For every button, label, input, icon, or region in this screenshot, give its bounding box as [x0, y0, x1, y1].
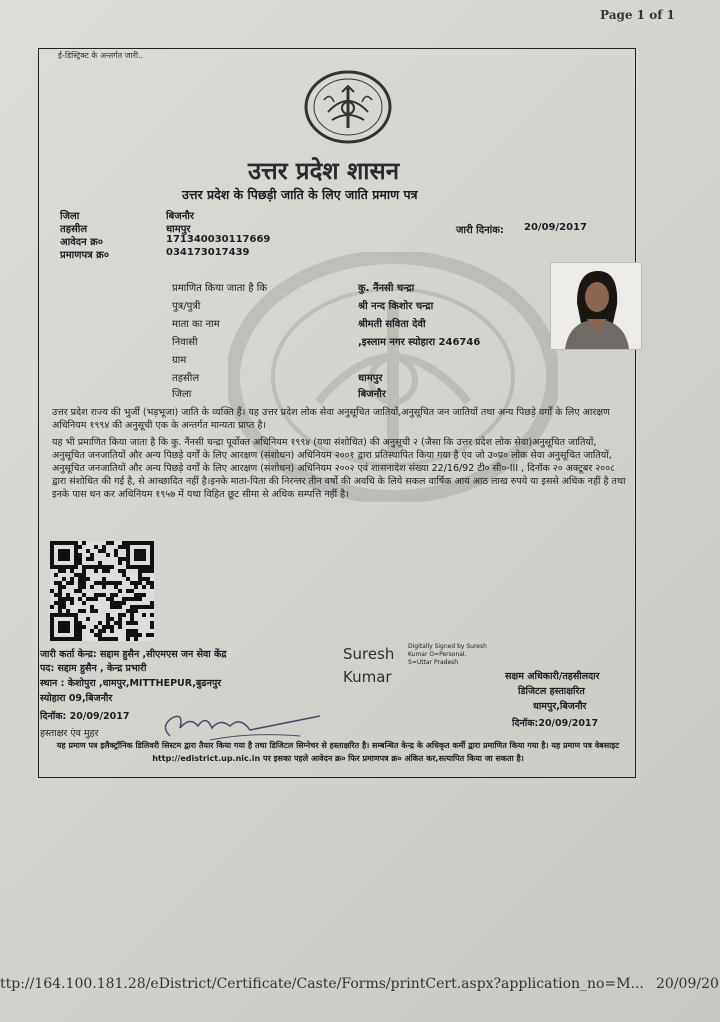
print-url: ttp://164.100.181.28/eDistrict/Certificate/Caste/Forms/printCert.aspx?application_no=M... — [0, 976, 644, 992]
issuer-date: दिनॉक: 20/09/2017 — [40, 711, 130, 722]
qr-code-icon — [50, 541, 154, 641]
application-no-value: 171340030117669 — [166, 234, 271, 245]
father-name: श्री नन्द किशोर चन्द्रा — [358, 301, 434, 312]
tehsil-label: तहसील — [60, 224, 88, 235]
competent-officer: सक्षम अधिकारी/तहसीलदार — [505, 671, 600, 682]
resident-label: निवासी — [172, 337, 198, 348]
print-date: 20/09/20 — [656, 976, 719, 992]
caste-paragraph: उत्तर प्रदेश राज्य की भुर्जी (भड़भूजा) जाति के व्यक्ति हैं। यह उत्तर प्रदेश लोक सेवा अनुसूचित जातियों,अनुसूचित जन जातियों तथा अन्य पिछड़े वर्गों के लिए आरक्षण अधिनियम १९९४ की अनुसूची एक के अन्तर्गत मान्यता प्राप्त है। — [52, 407, 610, 431]
issuer-place: स्थान : केशोपुरा ,धामपुर,MITTHEPUR,बुढनपुर — [40, 678, 222, 689]
tehsil-value: धामपुर — [166, 224, 191, 235]
person-tehsil-value: धामपुर — [358, 373, 383, 384]
header-note: ई-डिस्ट्रिक्ट के अन्तर्गत जारी.. — [58, 51, 144, 60]
digitally-signed-label: डिजिटल हस्ताक्षरित — [518, 686, 585, 697]
person-photo-icon — [551, 263, 641, 349]
issuing-center: जारी कर्ता केन्द्र: सद्दाम हुसैन ,सीएमएस जन सेवा केंद्र — [40, 649, 227, 660]
village-label: ग्राम — [172, 355, 187, 366]
issuer-post: पद: सद्दाम हुसैन , केन्द्र प्रभारी — [40, 663, 147, 674]
issue-date-label: जारी दिनांक: — [456, 225, 504, 236]
digital-signature-meta: Digitally Signed by Suresh Kumar O=Personal, S=Uttar Pradesh — [408, 643, 487, 666]
page-number: Page 1 of 1 — [600, 8, 675, 22]
digital-signer-last-name: Kumar — [343, 668, 392, 686]
son-daughter-of-label: पुत्र/पुत्री — [172, 301, 201, 312]
page-title: उत्तर प्रदेश शासन — [248, 157, 400, 185]
person-district-value: बिजनौर — [358, 389, 386, 400]
resident-value: ,इस्लाम नगर स्योहारा 246746 — [358, 337, 481, 348]
person-tehsil-label: तहसील — [172, 373, 200, 384]
footer-note: यह प्रमाण पत्र इलैक्ट्रॉनिक डिलिवरी सिस्टम द्वारा तैयार किया गया है तथा डिजिटल सिग्नेचर से हस्ताक्षरित है। सम्बन्धित केन्द्र के अधिकृत कर्मी द्वारा प्रमाणित किया गया है। यह प्रमाण पत्र वेबसाइट http://edistrict.up.nic.in पर इसका पहले आवेदन क्र० फिर प्रमाणपत्र क्र० अंकित कर,सत्यापित किया जा सकता है। — [56, 741, 620, 763]
certification-paragraph: यह भी प्रमाणित किया जाता है कि कु. नैंनसी चन्द्रा पूर्वोक्त अधिनियम १९९४ (यथा संशोधित) की अनुसूची २ (जैसा कि उत्तर प्रदेश लोक सेवा)अनुसूचित जातियों, अनुसूचित जनजातियों और अन्य पिछड़े वर्गों के लिए आरक्षण (संशोधन) अधिनियम २००१ द्वारा प्रतिस्थापित किया गया है एंव जो उ०प्र० लोक सेवा अनुसूचित जातियों, अनुसूचित जनजातियों और अन्य पिछड़े वर्गों के लिए आरक्षण (संशोधन) अधिनियम २००२ एवं शासनादेश संख्या 22/16/92 टी० सी०-III , दिनॉक २० अक्टूबर २००८ द्वारा संशोधित की गई है, से आच्छादित नहीं है।इनके माता-पिता की निरन्तर तीन वर्षो की अवधि के लिये सकल वार्षिक आय आठ लाख रुपये या इससे अधिक नहीं है तथा इनके पास धन कर अधिनियम १९५७ में यथा विहित छूट सीमा से अधिक सम्पत्ति नहीं है। — [52, 437, 626, 500]
officer-location: धामपुर,बिजनौर — [533, 701, 587, 712]
signature-seal-label: हस्ताक्षर एंव मुहर — [40, 728, 99, 739]
mother-name-label: माता का नाम — [172, 319, 220, 330]
application-no-label: आवेदन क्र० — [60, 237, 104, 248]
state-emblem-icon — [304, 70, 392, 144]
district-value: बिजनौर — [166, 211, 194, 222]
digital-signer-first-name: Suresh — [343, 645, 395, 663]
certificate-no-label: प्रमाणपत्र क्र० — [60, 250, 110, 261]
officer-date: दिनॉक:20/09/2017 — [512, 718, 599, 729]
applicant-name: कु. नैंनसी चन्द्रा — [358, 283, 415, 294]
applicant-photo — [550, 262, 642, 350]
certificate-subtitle: उत्तर प्रदेश के पिछड़ी जाति के लिए जाति प्रमाण पत्र — [182, 187, 418, 202]
district-label: जिला — [60, 211, 80, 222]
issuer-place-line2: स्योहारा 09,बिजनौर — [40, 693, 113, 704]
person-district-label: जिला — [172, 389, 192, 400]
certified-label: प्रमाणित किया जाता है कि — [172, 283, 268, 294]
mother-name: श्रीमती सविता देवी — [358, 319, 426, 330]
certificate-no-value: 034173017439 — [166, 247, 250, 258]
issue-date-value: 20/09/2017 — [524, 222, 587, 233]
